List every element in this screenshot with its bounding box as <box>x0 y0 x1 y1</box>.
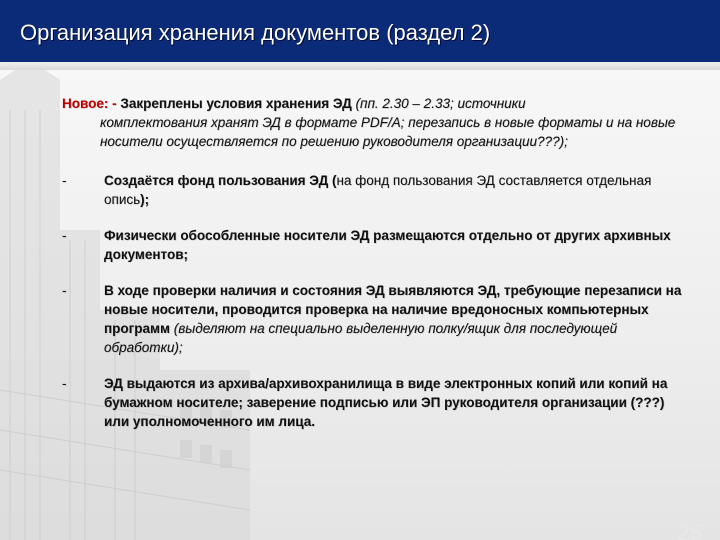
bullet-dash: - <box>62 283 67 298</box>
item-0-bold: Закреплены условия хранения ЭД <box>120 96 356 111</box>
item-2-bold: Физически обособленные носители ЭД размещаются отдельно от других архивных документов; <box>104 228 671 262</box>
list-item-new <box>62 94 692 151</box>
list-item <box>62 226 692 264</box>
item-1-bold-b: ); <box>140 192 150 207</box>
header-divider <box>0 62 720 70</box>
slide-number: 25 <box>677 520 702 540</box>
item-3-bold: В ходе проверки наличия и состояния ЭД выявляются ЭД, требующие перезаписи на новые носители, проводится проверка на наличие вредоносных компьютерных программ <box>104 283 682 336</box>
item-4-bold: ЭД выдаются из архива/архивохранилища в виде электронных копий или копий на бумажном носителе; заверение подписью или ЭП руководителя организации (???) или уполномоченного им лица. <box>104 376 668 429</box>
item-0-italic-2: комплектования хранят ЭД в формате PDF/A; перезапись в новые форматы и на новые носители осуществляется по решению руководителя организации???); <box>100 115 676 149</box>
item-0-italic-1: (пп. 2.30 – 2.33; источники <box>355 96 526 111</box>
item-3-italic: (выделяют на специально выделенную полку/ящик для последующей обработки); <box>104 321 618 355</box>
item-1-bold-a: Создаётся фонд пользования ЭД ( <box>104 173 337 188</box>
content-list <box>62 94 692 448</box>
item-1-text: на фонд пользования ЭД составляется отдельная опись <box>104 173 652 207</box>
list-item <box>62 171 692 209</box>
bullet-dash: - <box>62 376 67 391</box>
page-title: Организация хранения документов (раздел 2) <box>20 20 491 45</box>
bullet-dash: - <box>62 173 67 188</box>
new-label: Новое: - <box>62 96 121 111</box>
title-bar <box>0 0 720 62</box>
list-item <box>62 281 692 357</box>
list-item <box>62 374 692 431</box>
bullet-dash: - <box>62 228 67 243</box>
